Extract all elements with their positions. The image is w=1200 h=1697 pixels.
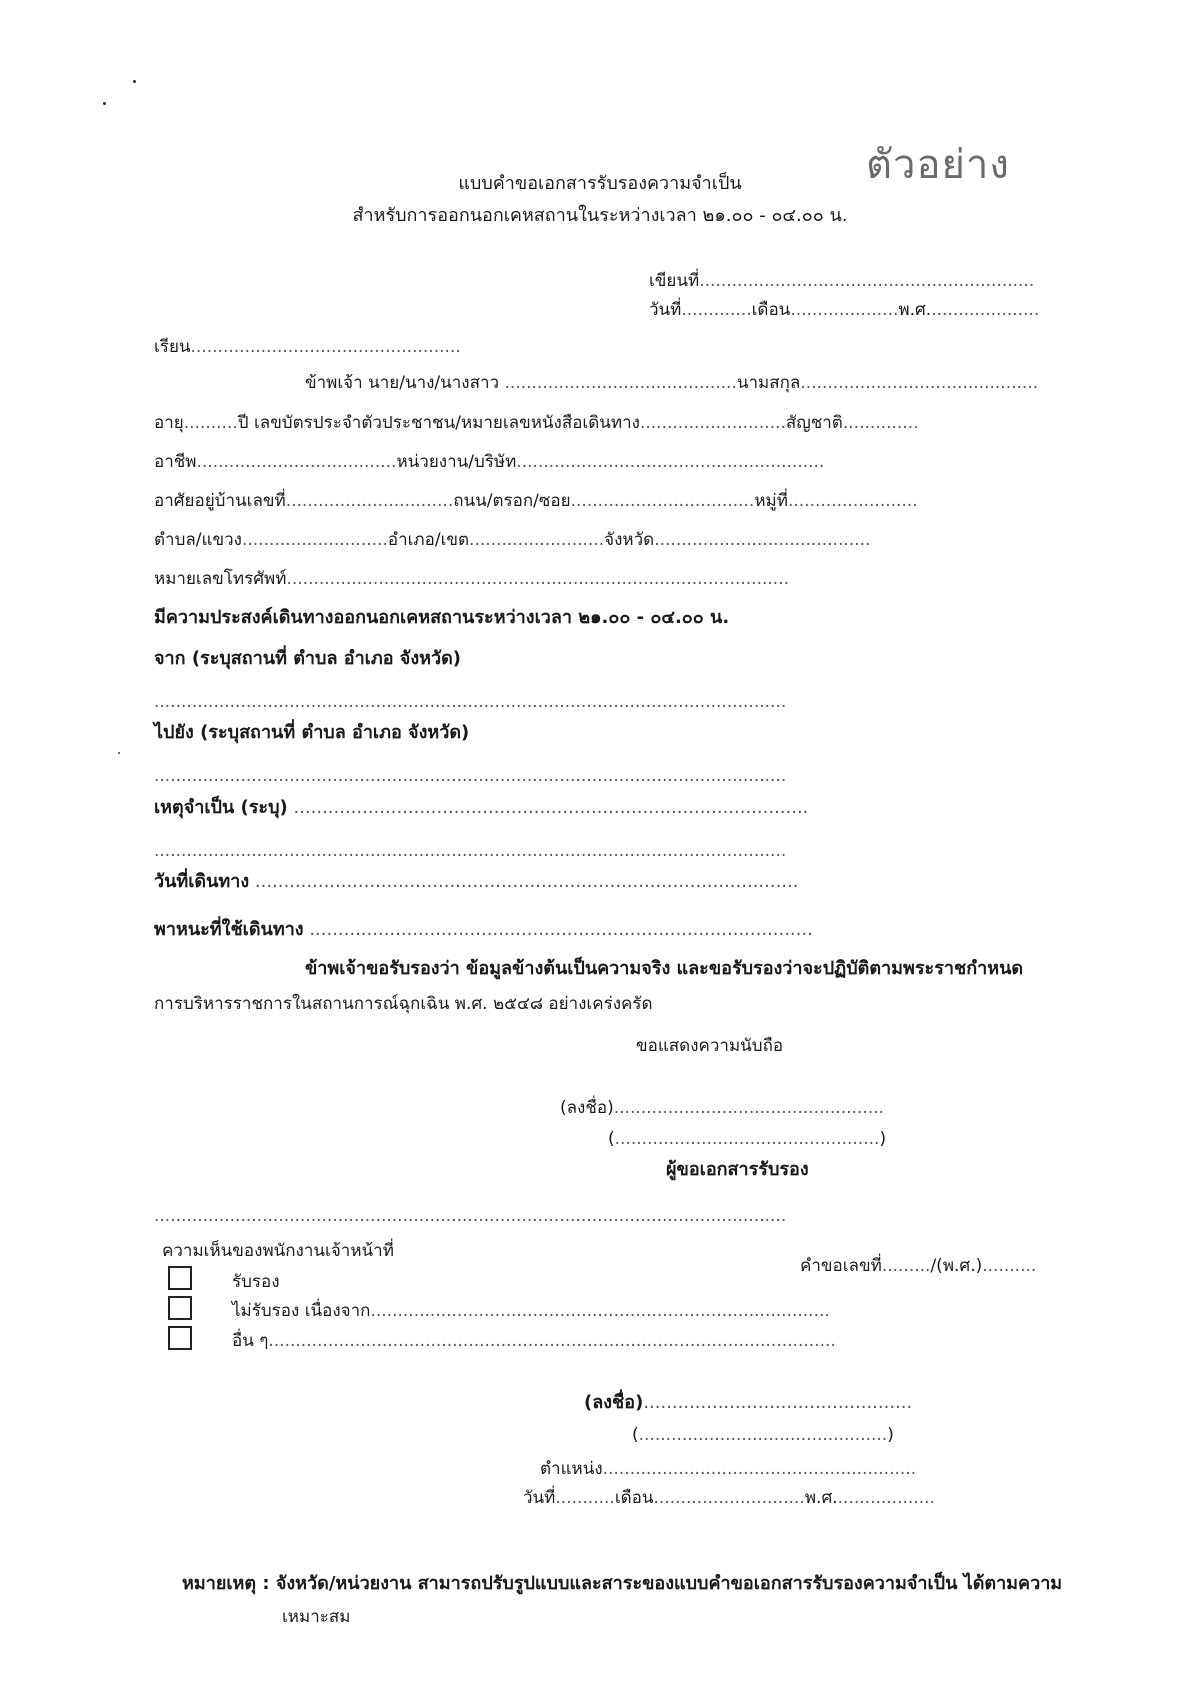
officer-paren-open: ( [632, 1425, 639, 1445]
request-year-field[interactable]: .......... [982, 1256, 1037, 1276]
request-year-label: /(พ.ศ.) [930, 1256, 983, 1276]
org-label: หน่วยงาน/บริษัท [396, 452, 517, 472]
phone-field[interactable]: ............................................................................................. [286, 569, 790, 589]
date-month-field[interactable]: .................... [790, 300, 899, 320]
request-no-field[interactable]: ......... [881, 1256, 931, 1276]
vehicle-field[interactable]: ........................................................................................ [303, 919, 813, 940]
officer-position-field[interactable]: .......................................................... [602, 1459, 917, 1479]
surname-label: นามสกุล [736, 373, 801, 393]
approve-checkbox[interactable] [168, 1266, 192, 1290]
other-checkbox[interactable] [168, 1326, 192, 1350]
occupation-field[interactable]: ..................................... [196, 452, 397, 472]
applicant-name-field[interactable]: ................................................. [614, 1129, 880, 1149]
section-divider: ..................................................................................................................... [154, 1206, 787, 1226]
approve-option-label: รับรอง [232, 1272, 280, 1292]
moo-field[interactable]: ........................ [787, 491, 918, 511]
address-field[interactable]: ............................... [285, 491, 454, 511]
province-label: จังหวัด [604, 530, 655, 550]
officer-sign-field[interactable]: ............................................... [643, 1392, 913, 1413]
surname-field[interactable]: ............................................ [800, 373, 1039, 393]
address-label: อาศัยอยู่บ้านเลขที่ [154, 491, 286, 511]
reason-field[interactable]: .......................................................................................... [287, 797, 809, 818]
road-field[interactable]: .................................. [570, 491, 755, 511]
travel-date-label: วันที่เดินทาง [154, 871, 250, 892]
id-field[interactable]: ........................... [639, 413, 786, 433]
from-label: จาก (ระบุสถานที่ ตำบล อำเภอ จังหวัด) [154, 648, 461, 669]
subdistrict-field[interactable]: ........................... [241, 530, 388, 550]
applicant-sign-field[interactable]: .................................................. [613, 1098, 884, 1118]
province-field[interactable]: ........................................ [654, 530, 871, 550]
year-label: พ.ศ. [898, 300, 932, 320]
officer-name-field[interactable]: .............................................. [638, 1425, 888, 1445]
footnote-line-1: หมายเหตุ : จังหวัด/หน่วยงาน สามารถปรับรูปแบบและสาระของแบบคำขอเอกสารรับรองความจำเป็น ได้ตามความ [182, 1573, 1063, 1594]
officer-date-year-field[interactable]: .................. [837, 1488, 935, 1508]
to-label: ไปยัง (ระบุสถานที่ ตำบล อำเภอ จังหวัด) [154, 722, 470, 743]
age-field[interactable]: .......... [183, 413, 238, 433]
subdistrict-label: ตำบล/แขวง [154, 530, 242, 550]
applicant-role: ผู้ขอเอกสารรับรอง [666, 1159, 809, 1180]
scan-speck [103, 102, 106, 105]
form-title: แบบคำขอเอกสารรับรองความจำเป็น [458, 173, 742, 194]
from-field[interactable]: ..................................................................................................................... [154, 692, 787, 712]
date-label: วันที่ [649, 300, 682, 320]
officer-date-day-field[interactable]: ........... [555, 1488, 615, 1508]
road-label: ถนน/ตรอก/ซอย [453, 491, 571, 511]
reason-field-extra[interactable]: ..................................................................................................................... [154, 841, 787, 861]
officer-date-month-field[interactable]: ............................ [653, 1488, 805, 1508]
written-at-field[interactable]: .............................................................. [699, 271, 1035, 291]
officer-opinion-label: ความเห็นของพนักงานเจ้าหน้าที่ [162, 1241, 394, 1261]
moo-label: หมู่ที่ [754, 491, 788, 511]
org-field[interactable]: ......................................................... [516, 452, 825, 472]
request-no-label: คำขอเลขที่ [800, 1256, 882, 1276]
sample-stamp: ตัวอย่าง [866, 142, 1010, 188]
salutation-field[interactable]: .................................................. [190, 337, 461, 357]
reason-label: เหตุจำเป็น (ระบุ) [154, 797, 288, 818]
officer-month-label: เดือน [614, 1488, 654, 1508]
age-label: อายุ [154, 413, 184, 433]
salutation-label: เรียน [154, 337, 191, 357]
officer-sign-label: (ลงชื่อ) [584, 1392, 644, 1413]
phone-label: หมายเลขโทรศัพท์ [154, 569, 287, 589]
nationality-field[interactable]: .............. [842, 413, 919, 433]
nationality-label: สัญชาติ [785, 413, 843, 433]
vehicle-label: พาหนะที่ใช้เดินทาง [154, 919, 304, 940]
travel-date-field[interactable]: ............................................................................................... [249, 871, 799, 892]
applicant-intro: ข้าพเจ้า นาย/นาง/นางสาว [305, 373, 500, 393]
district-label: อำเภอ/เขต [387, 530, 470, 550]
district-field[interactable]: ......................... [469, 530, 605, 550]
other-reason-field[interactable]: ......................................................................................................... [268, 1331, 836, 1351]
travel-purpose: มีความประสงค์เดินทางออกนอกเคหสถานระหว่างเวลา ๒๑.๐๐ - ๐๔.๐๐ น. [154, 607, 730, 628]
paren-close: ) [879, 1129, 887, 1149]
date-day-field[interactable]: ............. [681, 300, 752, 320]
date-year-field[interactable]: .................... [931, 300, 1040, 320]
scan-speck [133, 80, 136, 83]
form-subtitle: สำหรับการออกนอกเคหสถานในระหว่างเวลา ๒๑.๐๐ - ๐๔.๐๐ น. [352, 205, 848, 226]
scan-speck [118, 752, 120, 754]
reject-checkbox[interactable] [168, 1296, 192, 1320]
occupation-label: อาชีพ [154, 452, 197, 472]
other-option-label: อื่น ๆ [232, 1331, 269, 1351]
certify-text-1: ข้าพเจ้าขอรับรองว่า ข้อมูลข้างต้นเป็นความจริง และขอรับรองว่าจะปฏิบัติตามพระราชกำหนด [305, 958, 1024, 979]
footnote-line-2: เหมาะสม [282, 1607, 351, 1627]
written-at-label: เขียนที่ [649, 271, 700, 291]
officer-date-label: วันที่ [523, 1488, 556, 1508]
applicant-sign-label: (ลงชื่อ) [560, 1098, 614, 1118]
id-label: ปี เลขบัตรประจำตัวประชาชน/หมายเลขหนังสือเดินทาง [237, 413, 640, 433]
officer-paren-close: ) [887, 1425, 894, 1445]
reject-reason-field[interactable]: ..................................................................................... [370, 1301, 830, 1321]
officer-year-label: พ.ศ. [804, 1488, 838, 1508]
officer-position-label: ตำแหน่ง [540, 1459, 603, 1479]
certify-text-2: การบริหารราชการในสถานการณ์ฉุกเฉิน พ.ศ. ๒๕๔๘ อย่างเคร่งครัด [154, 994, 653, 1014]
month-label: เดือน [751, 300, 791, 320]
reject-option-label: ไม่รับรอง เนื่องจาก [232, 1301, 371, 1321]
paren-open: ( [608, 1129, 615, 1149]
name-field[interactable]: ........................................... [504, 373, 737, 393]
respect-closing: ขอแสดงความนับถือ [636, 1036, 784, 1056]
to-field[interactable]: ..................................................................................................................... [154, 766, 787, 786]
